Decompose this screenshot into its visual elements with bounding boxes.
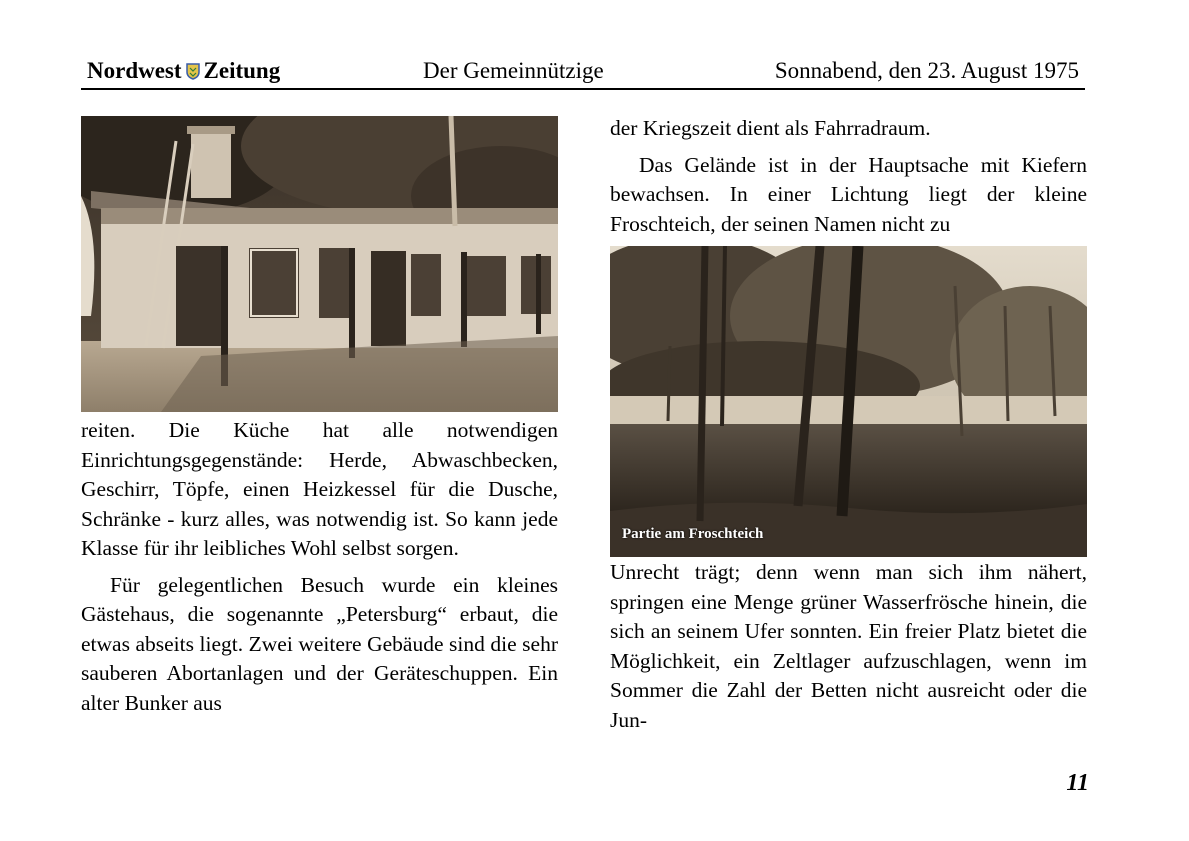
masthead-left-text: Nordwest [87,58,182,83]
body-paragraph: Für gelegentlichen Besuch wurde ein kleines Gästehaus, die sogenannte „Petersburg“ erbaut, die etwas abseits liegt. Zwei weitere Gebäude sind die sehr sauberen Abortanlagen und der Geräteschuppen. Ein alter Bunker aus [81,572,558,715]
newspaper-masthead [87,58,280,84]
building-photo [81,116,558,412]
page-number: 11 [1066,770,1089,796]
masthead-right-text: Zeitung [203,58,281,83]
page-header [81,58,1085,90]
body-paragraph: Das Gelände ist in der Hauptsache mit Kiefern bewachsen. In einer Lichtung liegt der kleine Froschteich, der seinen Namen nicht zu [610,152,1087,236]
body-paragraph: der Kriegszeit dient als Fahrradraum. [610,116,931,140]
section-title: Der Gemeinnützige [423,58,604,83]
photo-caption: Partie am Froschteich [622,526,764,542]
right-column [610,114,1087,735]
left-column [81,116,558,718]
issue-date: Sonnabend, den 23. August 1975 [774,58,1079,83]
body-paragraph: reiten. Die Küche hat alle notwendigen Einrichtungsgegenstände: Herde, Abwaschbecken, Geschirr, Töpfe, einen Heizkessel für die Dusche, Schränke - kurz alles, was notwendig ist. So kann jede Klasse für ihr leibliches Wohl selbst sorgen. [81,418,558,560]
coat-of-arms-icon [186,60,200,77]
body-paragraph: Unrecht trägt; denn wenn man sich ihm nähert, springen eine Menge grüner Wasserfrösche hinein, die sich an seinem Ufer sonnten. Ein freier Platz bietet die Möglichkeit, ein Zeltlager aufzuschlagen, wenn im Sommer die Zahl der Betten nicht ausreicht oder die Jun- [610,560,1087,732]
pond-photo [610,246,1087,557]
